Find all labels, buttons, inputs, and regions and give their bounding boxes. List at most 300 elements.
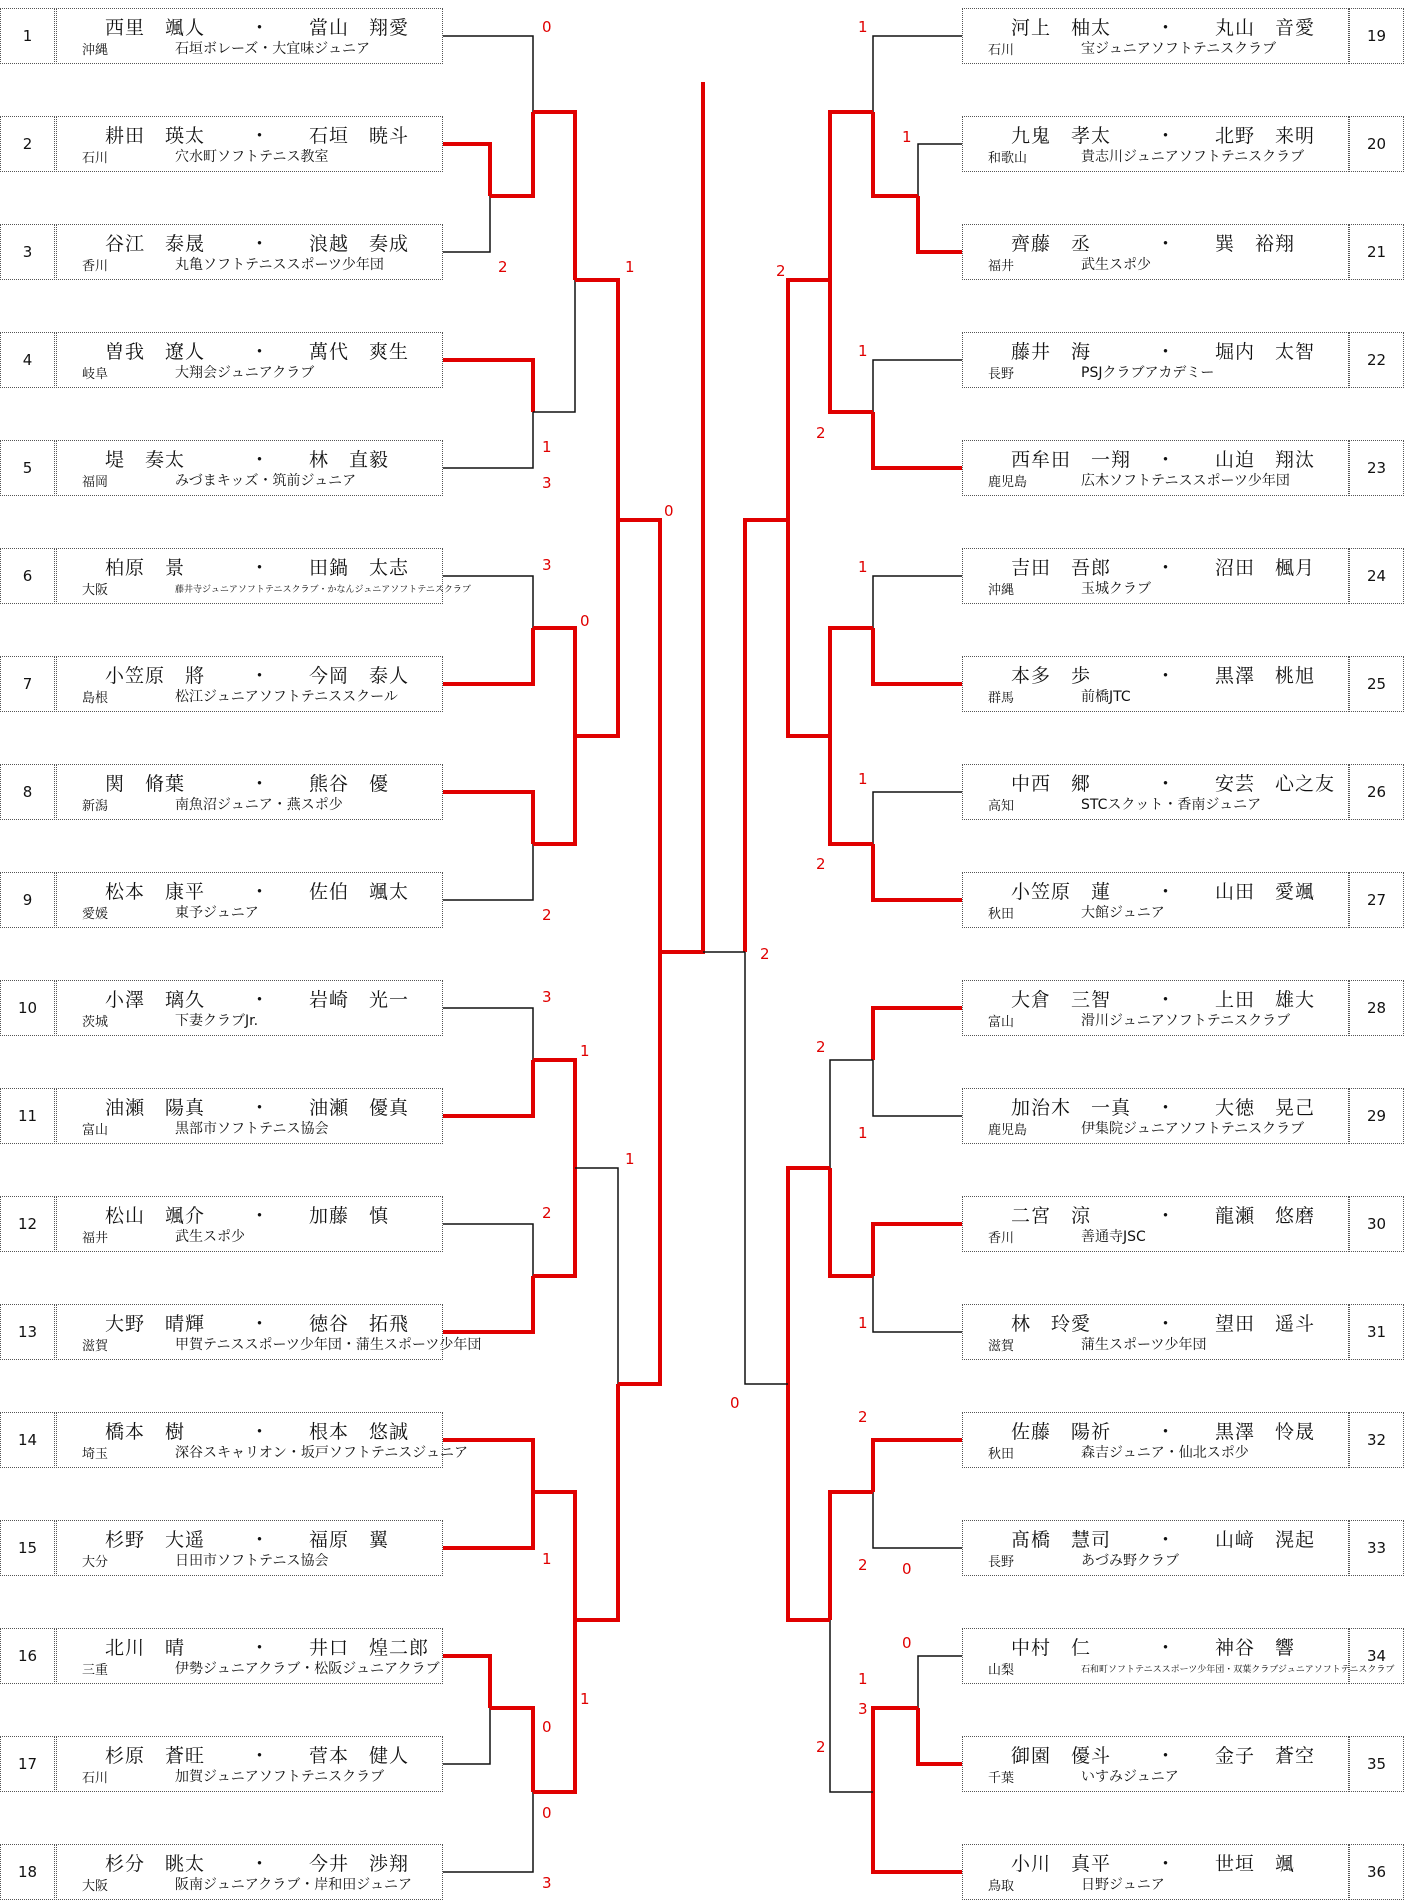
bracket-line [443, 1708, 490, 1764]
pair-separator: ・ [250, 17, 271, 39]
seed-number: 19 [1349, 8, 1404, 64]
prefecture: 秋田 [988, 907, 1015, 922]
match-score: 1 [858, 558, 868, 576]
bracket-line [873, 360, 962, 412]
player-name-2: 沼田 楓月 [1215, 557, 1316, 579]
seed-number: 13 [0, 1304, 55, 1360]
player-pair-36 [962, 1844, 1349, 1900]
player-pair-14 [56, 1412, 469, 1468]
player-name-2: 油瀬 優真 [309, 1097, 410, 1119]
pair-separator: ・ [1156, 1097, 1177, 1119]
seed-number: 26 [1349, 764, 1404, 820]
pair-separator: ・ [250, 1529, 271, 1551]
bracket-line [575, 1384, 618, 1620]
player-pair-20 [962, 116, 1349, 172]
pair-separator: ・ [250, 1313, 271, 1335]
seed-number: 35 [1349, 1736, 1404, 1792]
player-name-2: 萬代 爽生 [309, 341, 410, 363]
pair-separator: ・ [250, 1853, 271, 1875]
prefecture: 富山 [988, 1015, 1015, 1030]
bracket-line [443, 412, 533, 468]
seed-number: 7 [0, 656, 55, 712]
bracket-line [443, 1008, 533, 1060]
player-name-1: 小笠原 蓮 [1011, 881, 1112, 903]
club-name: 穴水町ソフトテニス教室 [175, 149, 329, 165]
club-name: 日野ジュニア [1081, 1877, 1165, 1893]
player-name-1: 杉野 大遥 [105, 1529, 206, 1551]
player-name-2: 望田 遥斗 [1215, 1313, 1316, 1335]
prefecture: 福岡 [82, 475, 109, 490]
seed-number: 15 [0, 1520, 55, 1576]
player-name-1: 佐藤 陽祈 [1011, 1421, 1112, 1443]
player-name-2: 山迫 翔汰 [1215, 449, 1316, 471]
player-name-1: 髙橋 慧司 [1011, 1529, 1112, 1551]
bracket-line [443, 144, 490, 196]
player-pair-1 [56, 8, 443, 64]
player-name-2: 林 直毅 [309, 449, 390, 471]
seed-number: 16 [0, 1628, 55, 1684]
player-name-2: 大徳 晃己 [1215, 1097, 1316, 1119]
prefecture: 鹿児島 [988, 1123, 1028, 1138]
match-score: 2 [816, 855, 826, 873]
match-score: 3 [542, 988, 552, 1006]
bracket-line [873, 1224, 962, 1276]
player-name-1: 北川 晴 [105, 1637, 186, 1659]
club-name: 日田市ソフトテニス協会 [175, 1553, 329, 1569]
club-name: STCスクット・香南ジュニア [1081, 797, 1262, 813]
bracket-line [873, 1708, 918, 1792]
pair-separator: ・ [250, 1637, 271, 1659]
club-name: 武生スポ少 [175, 1229, 245, 1245]
prefecture: 長野 [988, 367, 1015, 382]
prefecture: 高知 [988, 799, 1015, 814]
club-name: PSJクラブアカデミー [1081, 365, 1215, 381]
player-name-1: 耕田 瑛太 [105, 125, 206, 147]
match-score: 2 [760, 945, 770, 963]
player-pair-12 [56, 1196, 443, 1252]
player-pair-7 [56, 656, 443, 712]
player-name-2: 浪越 奏成 [309, 233, 410, 255]
bracket-line [918, 196, 962, 252]
club-name: 深谷スキャリオン・坂戸ソフトテニスジュニア [175, 1445, 469, 1461]
player-pair-32 [962, 1412, 1349, 1468]
match-score: 2 [858, 1408, 868, 1426]
bracket-line [618, 520, 660, 952]
seed-number: 22 [1349, 332, 1404, 388]
seed-number: 20 [1349, 116, 1404, 172]
match-score: 0 [542, 1804, 552, 1822]
pair-separator: ・ [1156, 773, 1177, 795]
player-name-1: 二宮 涼 [1011, 1205, 1092, 1227]
pair-separator: ・ [250, 233, 271, 255]
player-name-1: 大倉 三智 [1011, 989, 1112, 1011]
player-name-2: 北野 来明 [1215, 125, 1316, 147]
bracket-line [873, 112, 918, 196]
prefecture: 滋賀 [82, 1339, 109, 1354]
bracket-line [788, 1384, 830, 1620]
bracket-line [873, 1440, 962, 1492]
club-name: 大館ジュニア [1081, 905, 1165, 921]
player-name-1: 堤 奏太 [105, 449, 186, 471]
bracket-line [873, 412, 962, 468]
bracket-line [788, 520, 830, 736]
bracket-line [533, 280, 575, 412]
prefecture: 長野 [988, 1555, 1015, 1570]
seed-number: 3 [0, 224, 55, 280]
seed-number: 28 [1349, 980, 1404, 1036]
prefecture: 大阪 [82, 1879, 109, 1894]
bracket-line [830, 1168, 873, 1276]
club-name: 武生スポ少 [1081, 257, 1151, 273]
player-pair-4 [56, 332, 443, 388]
pair-separator: ・ [1156, 665, 1177, 687]
player-pair-25 [962, 656, 1349, 712]
prefecture: 鳥取 [988, 1879, 1015, 1894]
player-pair-13 [56, 1304, 482, 1360]
player-name-1: 曽我 遼人 [105, 341, 206, 363]
pair-separator: ・ [1156, 233, 1177, 255]
bracket-line [873, 1008, 962, 1060]
match-score: 3 [542, 556, 552, 574]
bracket-line [575, 280, 618, 520]
bracket-line [873, 1792, 962, 1872]
seed-number: 29 [1349, 1088, 1404, 1144]
player-name-2: 上田 雄大 [1215, 989, 1316, 1011]
prefecture: 秋田 [988, 1447, 1015, 1462]
player-pair-6 [56, 548, 471, 604]
seed-number: 8 [0, 764, 55, 820]
club-name: 滑川ジュニアソフトテニスクラブ [1081, 1013, 1291, 1029]
player-pair-30 [962, 1196, 1349, 1252]
bracket-line [443, 1060, 533, 1116]
bracket-line [873, 1276, 962, 1332]
club-name: いすみジュニア [1081, 1769, 1179, 1785]
seed-number: 14 [0, 1412, 55, 1468]
match-score: 1 [625, 258, 635, 276]
bracket-line [443, 792, 533, 844]
club-name: 東予ジュニア [175, 905, 259, 921]
match-score: 2 [542, 1204, 552, 1222]
player-pair-3 [56, 224, 443, 280]
prefecture: 香川 [82, 259, 109, 274]
match-score: 1 [858, 1124, 868, 1142]
club-name: 丸亀ソフトテニススポーツ少年団 [175, 257, 384, 273]
prefecture: 富山 [82, 1123, 109, 1138]
bracket-line [830, 112, 873, 280]
club-name: 石垣ボレーズ・大宜味ジュニア [175, 41, 371, 57]
seed-number: 12 [0, 1196, 55, 1252]
match-score: 0 [902, 1560, 912, 1578]
bracket-line [918, 1656, 962, 1708]
pair-separator: ・ [1156, 557, 1177, 579]
player-name-1: 杉原 蒼旺 [105, 1745, 206, 1767]
seed-number: 25 [1349, 656, 1404, 712]
pair-separator: ・ [1156, 1637, 1177, 1659]
bracket-line [533, 112, 575, 280]
club-name: あづみ野クラブ [1081, 1553, 1179, 1569]
pair-separator: ・ [1156, 1205, 1177, 1227]
pair-separator: ・ [250, 1205, 271, 1227]
player-name-1: 九鬼 孝太 [1011, 125, 1112, 147]
prefecture: 岐阜 [82, 367, 109, 382]
player-name-1: 大野 晴輝 [105, 1313, 206, 1335]
player-name-2: 世垣 颯 [1215, 1853, 1296, 1875]
player-name-1: 齊藤 丞 [1011, 233, 1092, 255]
pair-separator: ・ [250, 1421, 271, 1443]
bracket-line [533, 1620, 575, 1792]
player-name-2: 今岡 泰人 [309, 665, 410, 687]
player-name-1: 中西 郷 [1011, 773, 1092, 795]
match-score: 1 [858, 18, 868, 36]
player-name-2: 加藤 慎 [309, 1205, 390, 1227]
player-name-1: 小笠原 將 [105, 665, 206, 687]
player-name-2: 今井 渉翔 [309, 1853, 410, 1875]
bracket-line [443, 36, 533, 112]
match-score: 0 [730, 1394, 740, 1412]
pair-separator: ・ [250, 557, 271, 579]
pair-separator: ・ [250, 1745, 271, 1767]
seed-number: 2 [0, 116, 55, 172]
seed-number: 33 [1349, 1520, 1404, 1576]
seed-number: 11 [0, 1088, 55, 1144]
player-name-1: 油瀬 陽真 [105, 1097, 206, 1119]
bracket-line [443, 1276, 533, 1332]
player-name-2: 安芸 心之友 [1215, 773, 1336, 795]
bracket-line [788, 1168, 830, 1384]
player-pair-29 [962, 1088, 1349, 1144]
bracket-line [745, 520, 788, 952]
seed-number: 9 [0, 872, 55, 928]
bracket-line [873, 1060, 962, 1116]
player-pair-5 [56, 440, 443, 496]
player-name-2: 神谷 響 [1215, 1637, 1296, 1659]
club-name: 黒部市ソフトテニス協会 [175, 1121, 329, 1137]
prefecture: 沖縄 [988, 583, 1015, 598]
match-score: 2 [816, 1038, 826, 1056]
club-name: 甲賀テニススポーツ少年団・蒲生スポーツ少年団 [175, 1337, 482, 1353]
match-score: 0 [664, 502, 674, 520]
player-pair-23 [962, 440, 1349, 496]
match-score: 0 [542, 18, 552, 36]
player-name-2: 菅本 健人 [309, 1745, 410, 1767]
match-score: 0 [580, 612, 590, 630]
player-pair-17 [56, 1736, 443, 1792]
club-name: 石和町ソフトテニススポーツ少年団・双葉クラブジュニアソフトテニスクラブ [1081, 1665, 1395, 1675]
pair-separator: ・ [1156, 449, 1177, 471]
player-pair-27 [962, 872, 1349, 928]
bracket-line [618, 952, 660, 1384]
match-score: 2 [858, 1556, 868, 1574]
pair-separator: ・ [250, 665, 271, 687]
player-pair-8 [56, 764, 443, 820]
player-name-1: 松山 颯介 [105, 1205, 206, 1227]
match-score: 3 [858, 1700, 868, 1718]
pair-separator: ・ [1156, 881, 1177, 903]
bracket-line [443, 844, 533, 900]
match-score: 2 [816, 1738, 826, 1756]
player-pair-9 [56, 872, 443, 928]
bracket-line [533, 628, 575, 736]
club-name: 蒲生スポーツ少年団 [1081, 1337, 1207, 1353]
club-name: 南魚沼ジュニア・燕スポ少 [175, 797, 343, 813]
player-name-2: 黒澤 怜晟 [1215, 1421, 1316, 1443]
prefecture: 石川 [82, 151, 109, 166]
prefecture: 島根 [82, 691, 109, 706]
player-name-1: 西牟田 一翔 [1011, 449, 1132, 471]
bracket-line [918, 1708, 962, 1764]
bracket-line [830, 1060, 873, 1168]
club-name: 下妻クラブJr. [175, 1013, 259, 1029]
player-name-1: 関 脩葉 [105, 773, 186, 795]
prefecture: 鹿児島 [988, 475, 1028, 490]
player-name-1: 御園 優斗 [1011, 1745, 1112, 1767]
player-name-1: 小澤 璃久 [105, 989, 206, 1011]
player-name-1: 吉田 吾郎 [1011, 557, 1112, 579]
player-pair-2 [56, 116, 443, 172]
prefecture: 茨城 [82, 1015, 109, 1030]
player-name-2: 金子 蒼空 [1215, 1745, 1316, 1767]
match-score: 1 [542, 438, 552, 456]
player-name-1: 林 玲愛 [1011, 1313, 1092, 1335]
seed-number: 6 [0, 548, 55, 604]
bracket-line [745, 952, 788, 1384]
match-score: 1 [580, 1042, 590, 1060]
prefecture: 石川 [988, 43, 1015, 58]
prefecture: 沖縄 [82, 43, 109, 58]
bracket-line [533, 1492, 575, 1620]
seed-number: 30 [1349, 1196, 1404, 1252]
player-name-2: 福原 翼 [309, 1529, 390, 1551]
match-score: 1 [858, 1670, 868, 1688]
prefecture: 和歌山 [988, 151, 1028, 166]
match-score: 1 [542, 1550, 552, 1568]
pair-separator: ・ [1156, 1313, 1177, 1335]
prefecture: 石川 [82, 1771, 109, 1786]
bracket-line [873, 576, 962, 628]
prefecture: 千葉 [988, 1771, 1015, 1786]
prefecture: 埼玉 [82, 1447, 109, 1462]
player-pair-28 [962, 980, 1349, 1036]
club-name: 宝ジュニアソフトテニスクラブ [1081, 41, 1277, 57]
bracket-line [490, 112, 533, 196]
bracket-line [533, 1168, 575, 1276]
club-name: 森吉ジュニア・仙北スポ少 [1081, 1445, 1249, 1461]
player-pair-11 [56, 1088, 443, 1144]
bracket-line [788, 280, 830, 520]
club-name: 阪南ジュニアクラブ・岸和田ジュニア [175, 1877, 413, 1893]
club-name: 貴志川ジュニアソフトテニスクラブ [1081, 149, 1305, 165]
bracket-line [443, 1656, 490, 1708]
pair-separator: ・ [250, 989, 271, 1011]
pair-separator: ・ [250, 449, 271, 471]
pair-separator: ・ [250, 773, 271, 795]
pair-separator: ・ [1156, 1853, 1177, 1875]
player-pair-21 [962, 224, 1349, 280]
player-name-1: 小川 真平 [1011, 1853, 1112, 1875]
bracket-line [873, 1492, 962, 1548]
seed-number: 21 [1349, 224, 1404, 280]
bracket-line [575, 1168, 618, 1384]
club-name: 加賀ジュニアソフトテニスクラブ [175, 1769, 385, 1785]
player-name-1: 藤井 海 [1011, 341, 1092, 363]
match-score: 0 [902, 1634, 912, 1652]
player-name-2: 龍瀬 悠磨 [1215, 1205, 1316, 1227]
prefecture: 福井 [82, 1231, 109, 1246]
player-name-2: 佐伯 颯太 [309, 881, 410, 903]
player-name-2: 岩崎 光一 [309, 989, 410, 1011]
match-score: 1 [858, 770, 868, 788]
bracket-line [533, 1060, 575, 1168]
match-score: 2 [816, 424, 826, 442]
club-name: 伊勢ジュニアクラブ・松阪ジュニアクラブ [175, 1661, 440, 1677]
player-name-2: 石垣 暁斗 [309, 125, 410, 147]
prefecture: 福井 [988, 259, 1015, 274]
prefecture: 三重 [82, 1663, 109, 1678]
pair-separator: ・ [1156, 17, 1177, 39]
player-name-2: 徳谷 拓飛 [309, 1313, 410, 1335]
player-name-1: 松本 康平 [105, 881, 206, 903]
player-name-1: 杉分 眺太 [105, 1853, 206, 1875]
seed-number: 34 [1349, 1628, 1404, 1684]
player-pair-19 [962, 8, 1349, 64]
player-name-1: 中村 仁 [1011, 1637, 1092, 1659]
player-name-2: 當山 翔愛 [309, 17, 410, 39]
bracket-line [918, 144, 962, 196]
match-score: 1 [902, 128, 912, 146]
seed-number: 36 [1349, 1844, 1404, 1900]
bracket-line [830, 736, 873, 844]
prefecture: 愛媛 [82, 907, 109, 922]
match-score: 1 [580, 1690, 590, 1708]
pair-separator: ・ [1156, 989, 1177, 1011]
bracket-line [533, 736, 575, 844]
pair-separator: ・ [1156, 1529, 1177, 1551]
seed-number: 23 [1349, 440, 1404, 496]
player-pair-16 [56, 1628, 443, 1684]
match-score: 2 [542, 906, 552, 924]
player-pair-33 [962, 1520, 1349, 1576]
seed-number: 10 [0, 980, 55, 1036]
seed-number: 4 [0, 332, 55, 388]
club-name: 藤井寺ジュニアソフトテニスクラブ・かなんジュニアソフトテニスクラブ [175, 585, 471, 595]
prefecture: 大分 [82, 1555, 109, 1570]
match-score: 2 [498, 258, 508, 276]
prefecture: 香川 [988, 1231, 1015, 1246]
player-pair-15 [56, 1520, 443, 1576]
player-name-2: 田鍋 太志 [309, 557, 410, 579]
player-name-1: 河上 柚太 [1011, 17, 1112, 39]
pair-separator: ・ [250, 1097, 271, 1119]
bracket-line [830, 628, 873, 736]
match-score: 0 [542, 1718, 552, 1736]
seed-number: 24 [1349, 548, 1404, 604]
prefecture: 新潟 [82, 799, 109, 814]
pair-separator: ・ [250, 341, 271, 363]
player-name-2: 根本 悠誠 [309, 1421, 410, 1443]
bracket-line [873, 792, 962, 844]
match-score: 2 [776, 262, 786, 280]
seed-number: 17 [0, 1736, 55, 1792]
club-name: みづまキッズ・筑前ジュニア [175, 473, 357, 489]
club-name: 善通寺JSC [1081, 1229, 1146, 1245]
club-name: 玉城クラブ [1081, 581, 1151, 597]
player-name-2: 熊谷 優 [309, 773, 390, 795]
club-name: 前橋JTC [1081, 689, 1131, 705]
player-name-1: 加治木 一真 [1011, 1097, 1132, 1119]
bracket-line [873, 844, 962, 900]
match-score: 1 [625, 1150, 635, 1168]
player-name-2: 丸山 音愛 [1215, 17, 1316, 39]
